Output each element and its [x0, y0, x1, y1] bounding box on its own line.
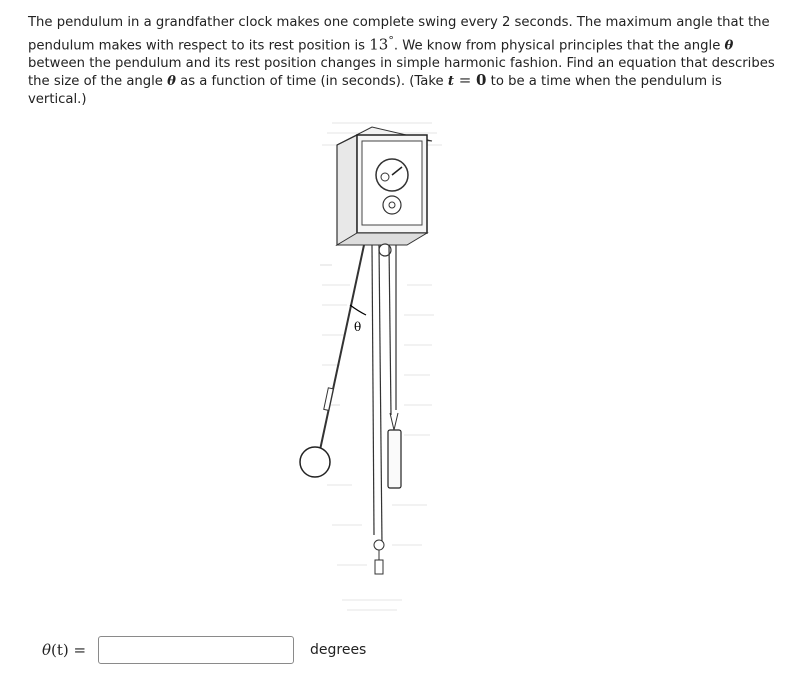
problem-text: between the pendulum and its rest position changes in simple harmonic fashion. Find an equation that describes the size of the angle [28, 55, 775, 90]
problem-text: . We know from physical principles that the angle [393, 37, 725, 53]
max-angle-value: 13 [369, 34, 389, 53]
bottom-weight [374, 540, 384, 574]
angle-arc [350, 305, 366, 315]
equals-sign: = [453, 71, 477, 90]
theta-answer-input[interactable] [98, 636, 294, 664]
zero-value: 0 [476, 71, 487, 90]
units-label: degrees [310, 642, 367, 658]
answer-theta: θ [42, 641, 52, 659]
answer-row [40, 636, 440, 666]
answer-label-rest: (t) = [51, 641, 87, 659]
problem-text: as a function of time (in seconds). (Take [175, 74, 448, 90]
pendulum-bob [300, 447, 330, 477]
theta-symbol: θ [167, 74, 176, 90]
grandfather-clock-illustration [292, 105, 462, 635]
problem-text: to be a time when the pendulum is vertical.) [28, 74, 722, 107]
right-weight [388, 413, 401, 488]
answer-label [42, 641, 86, 659]
weight-chains [372, 245, 396, 545]
problem-text: The pendulum in a grandfather clock makes one complete swing every 2 seconds. The maximum angle that the pendulum makes with respect to its rest position is [28, 15, 770, 53]
pendulum [300, 245, 364, 477]
degree-symbol: ° [388, 33, 394, 47]
t-variable: t [447, 74, 454, 90]
problem-statement [28, 14, 778, 108]
theta-symbol: θ [724, 37, 734, 53]
clock-case [337, 127, 432, 245]
figure-theta-label: θ [354, 320, 362, 334]
